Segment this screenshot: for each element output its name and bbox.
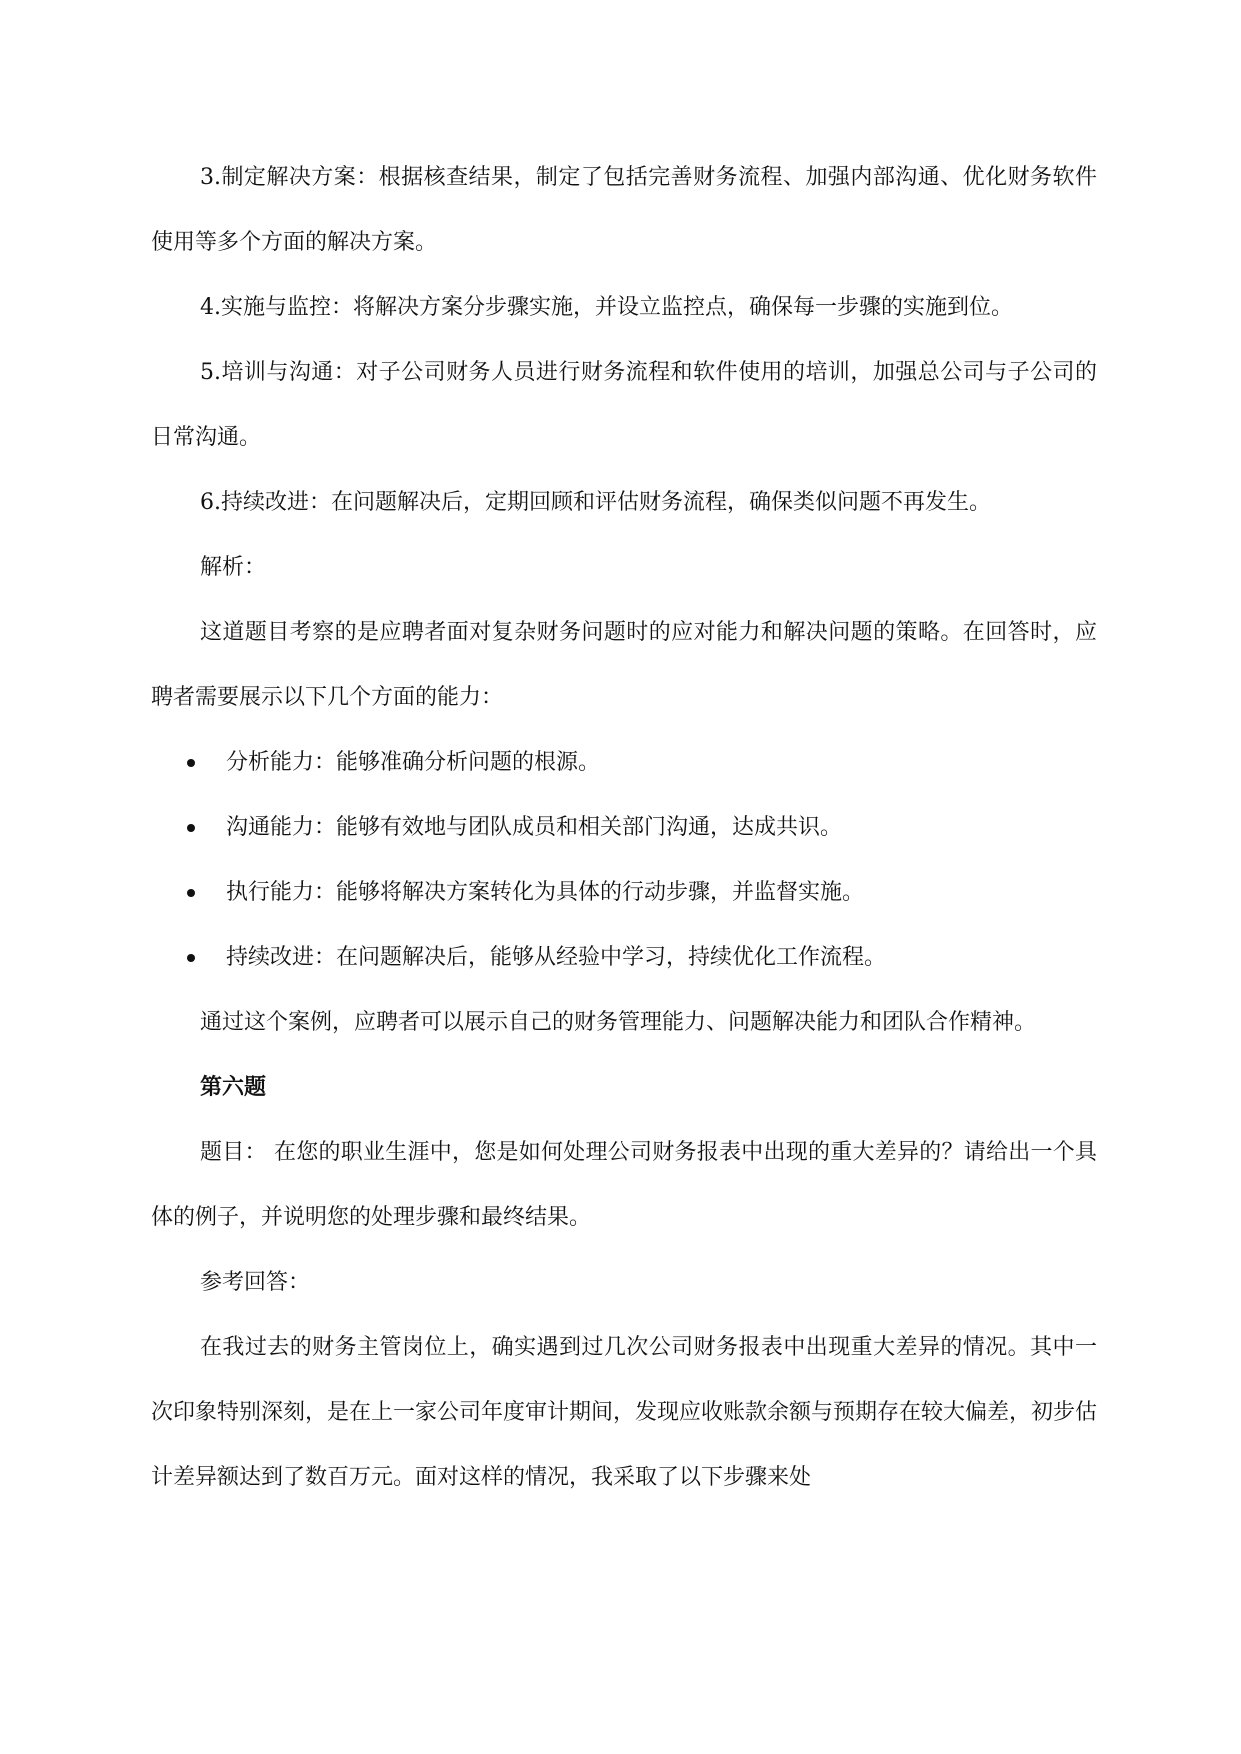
bullet-text: 分析能力：能够准确分析问题的根源。 — [226, 750, 601, 775]
bullet-dot-icon — [187, 759, 195, 767]
ability-bullet-list — [151, 730, 1097, 990]
list-item — [151, 860, 1097, 925]
section-heading: 第六题 — [200, 1074, 267, 1100]
question-paragraph: 题目： 在您的职业生涯中，您是如何处理公司财务报表中出现的重大差异的？请给出一个具体的例子，并说明您的处理步骤和最终结果。 — [151, 1140, 1097, 1230]
list-item — [151, 730, 1097, 795]
summary-paragraph: 通过这个案例，应聘者可以展示自己的财务管理能力、问题解决能力和团队合作精神。 — [200, 1010, 1037, 1035]
list-item — [151, 925, 1097, 990]
step-4-paragraph: 4.实施与监控：将解决方案分步骤实施，并设立监控点，确保每一步骤的实施到位。 — [200, 295, 1013, 320]
step-3-paragraph: 3.制定解决方案：根据核查结果，制定了包括完善财务流程、加强内部沟通、优化财务软件使用等多个方面的解决方案。 — [151, 165, 1097, 255]
analysis-paragraph: 这道题目考察的是应聘者面对复杂财务问题时的应对能力和解决问题的策略。在回答时，应聘者需要展示以下几个方面的能力： — [151, 620, 1097, 710]
step-6-paragraph: 6.持续改进：在问题解决后，定期回顾和评估财务流程，确保类似问题不再发生。 — [200, 490, 991, 515]
analysis-label: 解析： — [200, 555, 267, 580]
document-body — [151, 145, 1097, 1510]
answer-label: 参考回答： — [200, 1270, 311, 1295]
list-item — [151, 795, 1097, 860]
step-5-paragraph: 5.培训与沟通：对子公司财务人员进行财务流程和软件使用的培训，加强总公司与子公司的日常沟通。 — [151, 360, 1097, 450]
bullet-text: 沟通能力：能够有效地与团队成员和相关部门沟通，达成共识。 — [226, 815, 843, 840]
bullet-dot-icon — [187, 889, 195, 897]
answer-paragraph: 在我过去的财务主管岗位上，确实遇到过几次公司财务报表中出现重大差异的情况。其中一次印象特别深刻，是在上一家公司年度审计期间，发现应收账款余额与预期存在较大偏差，初步估计差异额达到了数百万元。面对这样的情况，我采取了以下步骤来处 — [151, 1335, 1098, 1490]
bullet-text: 执行能力：能够将解决方案转化为具体的行动步骤，并监督实施。 — [226, 880, 865, 905]
bullet-dot-icon — [187, 954, 195, 962]
bullet-text: 持续改进：在问题解决后，能够从经验中学习，持续优化工作流程。 — [226, 945, 887, 970]
bullet-dot-icon — [187, 824, 195, 832]
